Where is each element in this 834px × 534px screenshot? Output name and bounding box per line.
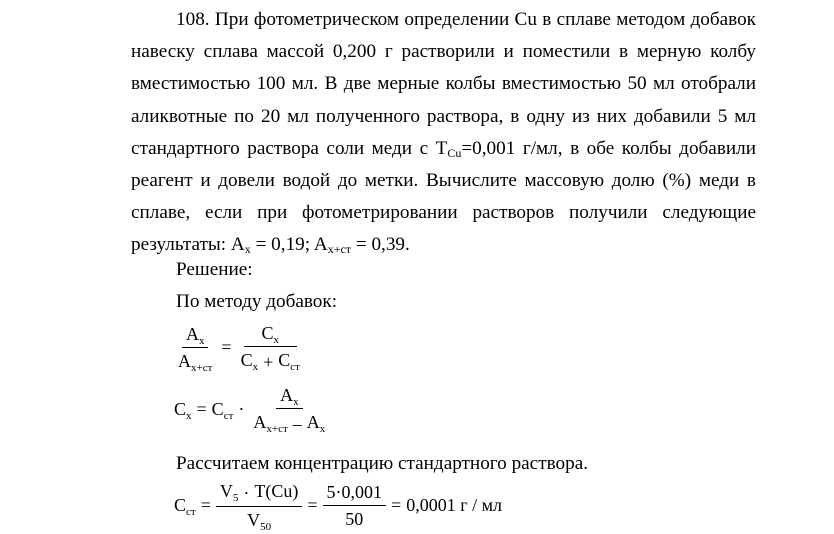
formula-2-dot: · — [238, 398, 245, 419]
problem-line-8a: результаты: A — [131, 234, 245, 256]
formula-3-equals-3: = — [391, 494, 402, 515]
problem-line-8b: = 0,19; A — [250, 234, 328, 256]
formula-3-fraction-2: $\frac{5\cdot 0,001}{50}$ — [323, 481, 387, 530]
solution-heading: Решение: — [176, 259, 253, 280]
problem-line-6: реагент и довели водой до метки. Вычислите массовую долю (%) меди в — [131, 170, 756, 192]
problem-text — [131, 4, 756, 262]
problem-line-5a: стандартного раствора соли меди с T — [131, 137, 448, 159]
formula-3-fraction-1: $\frac{V_5 \cdot T(Cu)}{V_{50}}$ — [216, 480, 303, 531]
problem-line-8c: = 0,39. — [351, 234, 410, 256]
formula-1-right-fraction: $\frac{C_x}{C_x + C_{ст}}$ — [240, 323, 300, 373]
formula-2-fraction: $\frac{A_x}{A_{x+ст} - A_x}$ — [253, 385, 326, 435]
formula-2 — [174, 384, 329, 435]
formula-3 — [174, 480, 502, 531]
problem-line-2: навеску сплава массой 0,200 г растворили и поместили в мерную колбу — [131, 41, 756, 63]
problem-line-5 — [131, 133, 756, 165]
calc-intro-text: Рассчитаем концентрацию стандартного раствора. — [176, 453, 589, 474]
formula-2-cst: $C_{ст}$ — [211, 398, 234, 422]
formula-3-equals-1: = — [200, 494, 211, 515]
problem-line-3: вместимостью 100 мл. В две мерные колбы вместимостью 50 мл отобрали — [131, 73, 756, 95]
problem-line-7: сплаве, если при фотометрировании растворов получили следующие — [131, 202, 756, 224]
axst-subscript: x+ст — [327, 242, 352, 257]
formula-1-left-fraction: $\frac{A_x}{A_{x+ст}}$ — [178, 323, 213, 374]
formula-3-result: 0,0001 г / мл — [406, 494, 502, 515]
t-cu-subscript: Cu — [447, 145, 462, 160]
problem-line-5b: =0,001 г/мл, в обе колбы добавили — [461, 137, 756, 159]
formula-2-equals: = — [196, 398, 207, 419]
formula-3-equals-2: = — [307, 494, 318, 515]
formula-3-lhs: $C_{ст}$ — [174, 494, 196, 518]
formula-2-lhs: $C_x$ — [174, 398, 192, 422]
formula-1-equals: = — [221, 336, 232, 357]
formula-1 — [174, 322, 304, 373]
problem-line-8 — [131, 229, 756, 261]
method-text: По методу добавок: — [176, 291, 338, 312]
problem-line-1: 108. При фотометрическом определении Cu в сплаве методом добавок — [176, 9, 756, 30]
problem-line-4: аликвотные по 20 мл полученного раствора, в одну из них добавили 5 мл — [131, 105, 756, 127]
ax-subscript: x — [244, 242, 251, 257]
